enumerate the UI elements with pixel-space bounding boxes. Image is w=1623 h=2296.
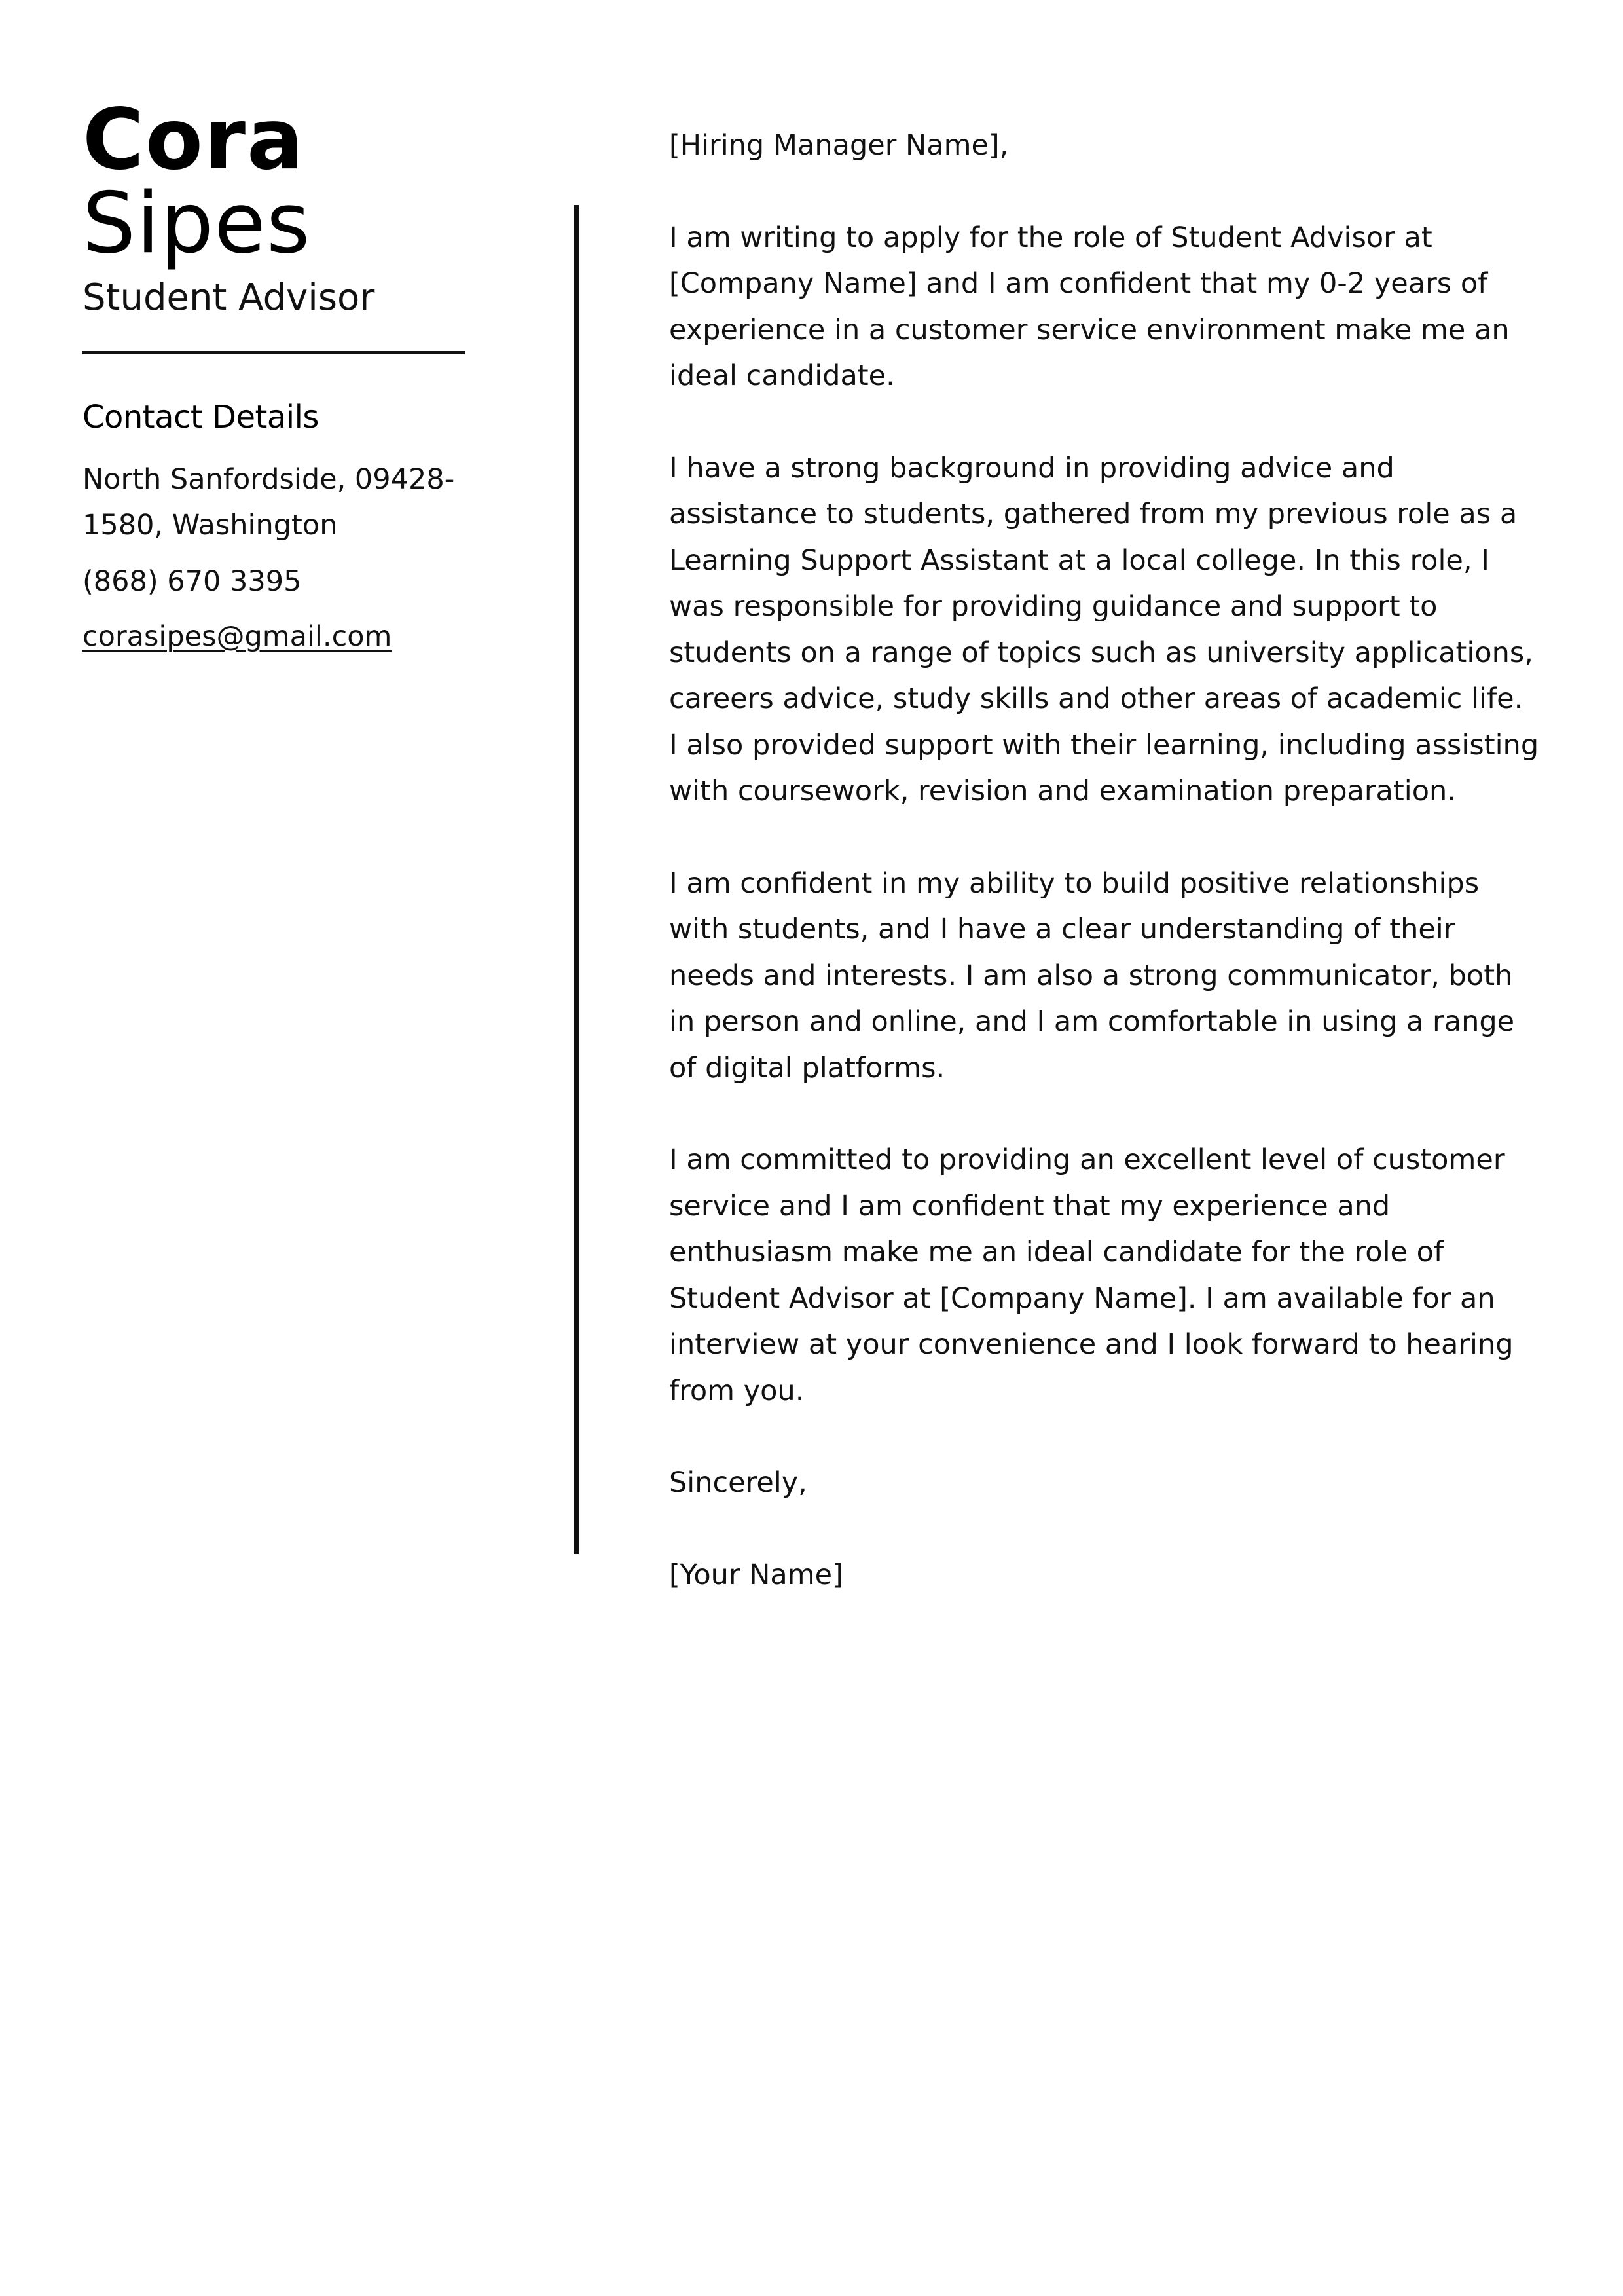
letter-paragraph-3: I am confident in my ability to build positive relationships with students, and I have a clear understanding of their needs and interests. I am also a strong communicator, both in person and online, and I am comfortable in using a range of digital platforms.	[669, 866, 1515, 1084]
letter-body	[669, 122, 1540, 1598]
letter-paragraph-2: I have a strong background in providing advice and assistance to students, gathered from my previous role as a Learning Support Assistant at a local college. In this role, I was responsible for providing guidance and support to students on a range of topics such as university applications, careers advice, study skills and other areas of academic life. I also provided support with their learning, including assisting with coursework, revision and examination preparation.	[669, 451, 1539, 807]
job-title: Student Advisor	[82, 276, 375, 319]
contact-address: North Sanfordside, 09428-1580, Washington	[82, 463, 455, 542]
column-divider	[574, 205, 579, 1554]
letter-paragraph-4: I am committed to providing an excellent level of customer service and I am confident that my experience and enthusiasm make me an ideal candidate for the role of Student Advisor at [Company Name]. I am available for an interview at your convenience and I look forward to hearing from you.	[669, 1143, 1514, 1407]
letter-paragraph-1: I am writing to apply for the role of Student Advisor at [Company Name] and I am confident that my 0-2 years of experience in a customer service environment make me an ideal candidate.	[669, 221, 1510, 392]
letter-salutation: [Hiring Manager Name],	[669, 129, 1009, 162]
letter-closing: Sincerely,	[669, 1466, 807, 1499]
first-name: Cora	[82, 91, 305, 189]
contact-phone: (868) 670 3395	[82, 565, 302, 598]
sidebar	[82, 91, 475, 659]
contact-details-heading: Contact Details	[82, 399, 319, 435]
candidate-name	[82, 91, 475, 272]
contact-email-link[interactable]: corasipes@gmail.com	[82, 620, 392, 653]
sidebar-divider	[82, 351, 465, 354]
letter-signature: [Your Name]	[669, 1558, 843, 1591]
last-name: Sipes	[82, 175, 311, 272]
